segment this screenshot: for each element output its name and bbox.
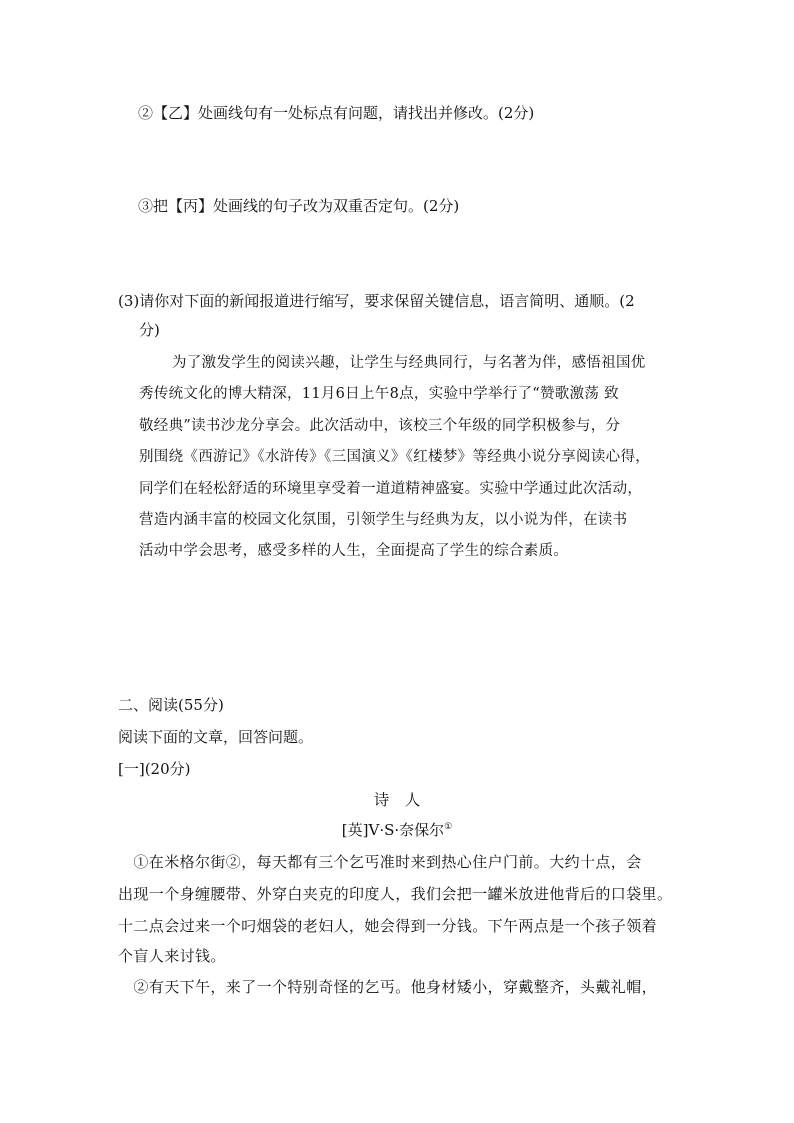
story-author [0, 820, 794, 840]
story-paragraph-line: ②有天下午，来了一个特别奇怪的乞丐。他身材矮小，穿戴整齐，头戴礼帽， [118, 978, 658, 996]
story-paragraph-line: 十二点会过来一个叼烟袋的老妇人，她会得到一分钱。下午两点是一个孩子领着 [118, 917, 658, 935]
section-instruction: 阅读下面的文章，回答问题。 [118, 728, 314, 746]
story-author-name: [英]V·S·奈保尔 [341, 821, 445, 839]
story-title: 诗 人 [373, 791, 421, 809]
news-passage-line: 同学们在轻松舒适的环境里享受着一道道精神盛宴。实验中学通过此次活动， [139, 481, 643, 497]
question-3-prompt-line-2: 分) [139, 321, 160, 339]
section-heading: 二、阅读(55分) [118, 696, 224, 714]
story-paragraph-line: ①在米格尔街②，每天都有三个乞丐准时来到热心住户门前。大约十点，会 [118, 853, 642, 871]
question-item-2: ②【乙】处画线句有一处标点有问题，请找出并修改。(2分) [138, 104, 535, 122]
story-paragraph-line: 出现一个身缠腰带、外穿白夹克的印度人，我们会把一罐米放进他背后的口袋里。 [118, 885, 673, 903]
story-paragraph-line: 个盲人来讨钱。 [118, 947, 226, 965]
news-passage-line: 活动中学会思考，感受多样的人生，全面提高了学生的综合素质。 [139, 543, 569, 559]
author-footnote-mark: ① [444, 822, 453, 832]
news-passage-line: 秀传统文化的博大精深，11月6日上午8点，实验中学举行了“赞歌激荡 致 [139, 386, 619, 402]
part-label: [一](20分) [118, 760, 191, 778]
question-item-3: ③把【丙】处画线的句子改为双重否定句。(2分) [138, 197, 460, 215]
news-passage-line: 为了激发学生的阅读兴趣，让学生与经典同行，与名著为伴，感悟祖国优 [172, 355, 646, 371]
news-passage-line: 敬经典”读书沙龙分享会。此次活动中，该校三个年级的同学积极参与，分 [139, 418, 621, 434]
question-3-prompt-line-1: (3)请你对下面的新闻报道进行缩写，要求保留关键信息，语言简明、通顺。(2 [118, 292, 635, 310]
news-passage-line: 营造内涵丰富的校园文化氛围，引领学生与经典为友，以小说为伴，在读书 [139, 512, 628, 528]
news-passage-line: 别围绕《西游记》《水浒传》《三国演义》《红楼梦》等经典小说分享阅读心得， [139, 449, 651, 465]
